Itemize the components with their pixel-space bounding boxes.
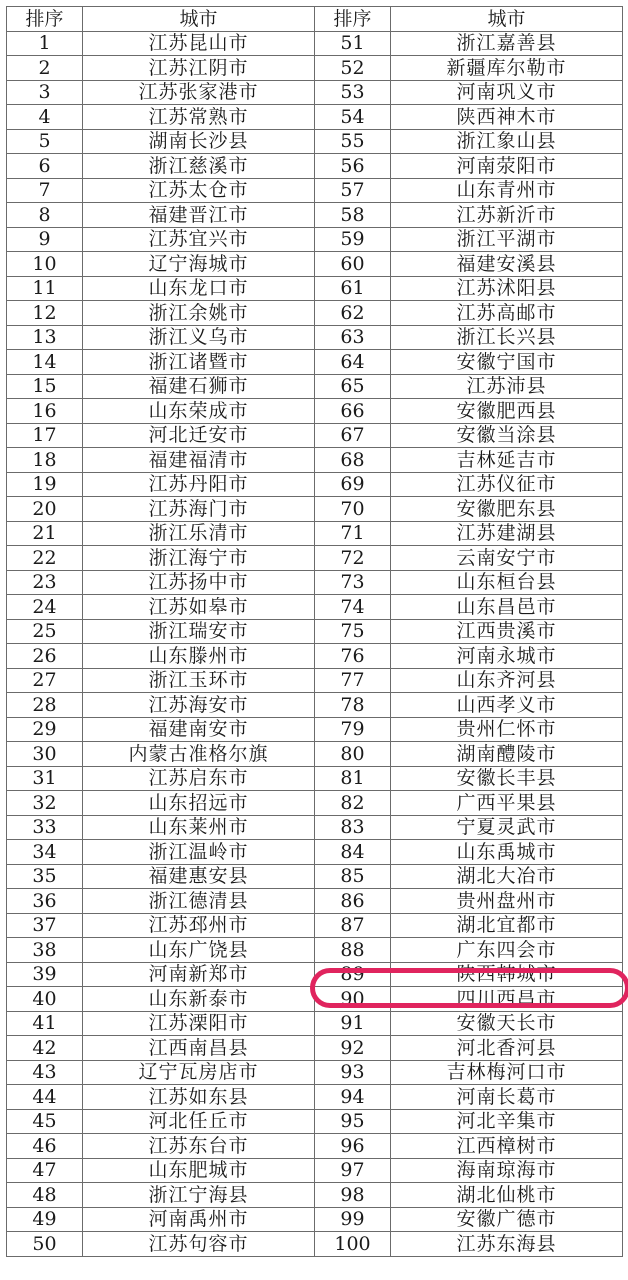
rank-right-cell: 57 [315,178,391,203]
city-left-cell: 山东肥城市 [83,1158,315,1183]
table-row [7,1109,623,1134]
rank-left-cell: 36 [7,889,83,914]
city-left-cell: 江苏海门市 [83,497,315,522]
city-left-cell: 浙江宁海县 [83,1183,315,1208]
city-right-cell: 山东齐河县 [391,668,623,693]
rank-right-cell: 51 [315,31,391,56]
city-left-cell: 河南新郑市 [83,962,315,987]
rank-right-cell: 56 [315,154,391,179]
rank-right-cell: 73 [315,570,391,595]
city-left-cell: 江苏张家港市 [83,80,315,105]
rank-right-cell: 95 [315,1109,391,1134]
city-right-cell: 山西孝义市 [391,693,623,718]
rank-left-cell: 48 [7,1183,83,1208]
city-left-cell: 浙江余姚市 [83,301,315,326]
rank-right-cell: 98 [315,1183,391,1208]
city-right-cell: 江苏沛县 [391,374,623,399]
rank-right-cell: 89 [315,962,391,987]
rank-left-cell: 2 [7,56,83,81]
rank-right-cell: 92 [315,1036,391,1061]
rank-left-cell: 35 [7,864,83,889]
table-row [7,742,623,767]
city-left-cell: 福建惠安县 [83,864,315,889]
table-header-row [7,7,623,32]
city-left-cell: 浙江义乌市 [83,325,315,350]
table-row [7,1232,623,1257]
table-row [7,619,623,644]
table-row [7,105,623,130]
city-right-cell: 安徽长丰县 [391,766,623,791]
city-left-cell: 江苏太仓市 [83,178,315,203]
rank-right-cell: 61 [315,276,391,301]
city-left-cell: 江苏启东市 [83,766,315,791]
rank-right-cell: 67 [315,423,391,448]
rank-left-cell: 44 [7,1085,83,1110]
city-left-cell: 山东滕州市 [83,644,315,669]
rank-left-cell: 32 [7,791,83,816]
rank-left-cell: 30 [7,742,83,767]
rank-left-cell: 43 [7,1060,83,1085]
header-city-right: 城市 [391,7,623,32]
rank-right-cell: 77 [315,668,391,693]
city-right-cell: 山东桓台县 [391,570,623,595]
city-left-cell: 山东广饶县 [83,938,315,963]
rank-right-cell: 82 [315,791,391,816]
city-right-cell: 安徽肥西县 [391,399,623,424]
city-left-cell: 山东莱州市 [83,815,315,840]
table-row [7,1183,623,1208]
table-row [7,203,623,228]
table-row [7,472,623,497]
rank-right-cell: 63 [315,325,391,350]
city-left-cell: 辽宁瓦房店市 [83,1060,315,1085]
rank-right-cell: 62 [315,301,391,326]
rank-right-cell: 85 [315,864,391,889]
table-row [7,987,623,1012]
rank-left-cell: 49 [7,1207,83,1232]
rank-left-cell: 40 [7,987,83,1012]
city-left-cell: 山东新泰市 [83,987,315,1012]
rank-left-cell: 18 [7,448,83,473]
city-left-cell: 江苏昆山市 [83,31,315,56]
rank-left-cell: 19 [7,472,83,497]
rank-right-cell: 88 [315,938,391,963]
city-right-cell: 安徽当涂县 [391,423,623,448]
rank-right-cell: 66 [315,399,391,424]
city-left-cell: 浙江德清县 [83,889,315,914]
table-row [7,1060,623,1085]
header-rank-left: 排序 [7,7,83,32]
city-right-cell: 陕西神木市 [391,105,623,130]
city-left-cell: 江苏如皋市 [83,595,315,620]
city-right-cell: 安徽广德市 [391,1207,623,1232]
table-row [7,546,623,571]
table-row [7,374,623,399]
city-right-cell: 江苏高邮市 [391,301,623,326]
city-right-cell: 湖北仙桃市 [391,1183,623,1208]
rank-left-cell: 11 [7,276,83,301]
rank-right-cell: 81 [315,766,391,791]
rank-left-cell: 5 [7,129,83,154]
rank-left-cell: 41 [7,1011,83,1036]
rank-left-cell: 7 [7,178,83,203]
rank-right-cell: 59 [315,227,391,252]
city-left-cell: 河北迁安市 [83,423,315,448]
table-row [7,1085,623,1110]
table-body [7,31,623,1256]
table-row [7,325,623,350]
rank-left-cell: 9 [7,227,83,252]
city-left-cell: 浙江瑞安市 [83,619,315,644]
table-row [7,889,623,914]
rank-right-cell: 72 [315,546,391,571]
rank-left-cell: 13 [7,325,83,350]
rank-right-cell: 97 [315,1158,391,1183]
table-row [7,227,623,252]
table-row [7,668,623,693]
rank-right-cell: 64 [315,350,391,375]
city-right-cell: 河南永城市 [391,644,623,669]
rank-right-cell: 58 [315,203,391,228]
city-right-cell: 贵州仁怀市 [391,717,623,742]
city-right-cell: 云南安宁市 [391,546,623,571]
rank-right-cell: 93 [315,1060,391,1085]
table-row [7,766,623,791]
city-right-cell: 湖南醴陵市 [391,742,623,767]
rank-left-cell: 15 [7,374,83,399]
rank-left-cell: 29 [7,717,83,742]
table-row [7,962,623,987]
city-left-cell: 河南禹州市 [83,1207,315,1232]
rank-right-cell: 52 [315,56,391,81]
table-row [7,644,623,669]
rank-left-cell: 25 [7,619,83,644]
city-left-cell: 浙江海宁市 [83,546,315,571]
table-row [7,423,623,448]
table-row [7,154,623,179]
rank-right-cell: 71 [315,521,391,546]
rank-right-cell: 96 [315,1134,391,1159]
city-right-cell: 湖北宜都市 [391,913,623,938]
rank-right-cell: 91 [315,1011,391,1036]
rank-left-cell: 17 [7,423,83,448]
city-left-cell: 江苏海安市 [83,693,315,718]
rank-left-cell: 27 [7,668,83,693]
rank-right-cell: 68 [315,448,391,473]
city-left-cell: 辽宁海城市 [83,252,315,277]
rank-right-cell: 100 [315,1232,391,1257]
table-row [7,815,623,840]
rank-right-cell: 84 [315,840,391,865]
city-left-cell: 浙江慈溪市 [83,154,315,179]
city-right-cell: 山东青州市 [391,178,623,203]
city-right-cell: 浙江嘉善县 [391,31,623,56]
rank-right-cell: 75 [315,619,391,644]
city-left-cell: 江苏江阴市 [83,56,315,81]
table-row [7,1011,623,1036]
rank-left-cell: 12 [7,301,83,326]
rank-left-cell: 1 [7,31,83,56]
city-right-cell: 新疆库尔勒市 [391,56,623,81]
rank-left-cell: 3 [7,80,83,105]
ranking-table [6,6,623,1257]
city-right-cell: 江苏东海县 [391,1232,623,1257]
city-right-cell: 广西平果县 [391,791,623,816]
rank-left-cell: 22 [7,546,83,571]
city-right-cell: 浙江平湖市 [391,227,623,252]
table-row [7,791,623,816]
city-right-cell: 吉林梅河口市 [391,1060,623,1085]
rank-right-cell: 87 [315,913,391,938]
rank-left-cell: 6 [7,154,83,179]
city-right-cell: 安徽肥东县 [391,497,623,522]
rank-left-cell: 34 [7,840,83,865]
table-row [7,717,623,742]
city-left-cell: 湖南长沙县 [83,129,315,154]
rank-left-cell: 38 [7,938,83,963]
city-right-cell: 江苏建湖县 [391,521,623,546]
city-right-cell: 江苏仪征市 [391,472,623,497]
rank-right-cell: 90 [315,987,391,1012]
city-left-cell: 浙江玉环市 [83,668,315,693]
table-row [7,276,623,301]
city-left-cell: 江苏句容市 [83,1232,315,1257]
city-left-cell: 福建晋江市 [83,203,315,228]
city-right-cell: 陕西韩城市 [391,962,623,987]
table-row [7,521,623,546]
rank-left-cell: 26 [7,644,83,669]
header-city-left: 城市 [83,7,315,32]
table-row [7,840,623,865]
city-left-cell: 内蒙古准格尔旗 [83,742,315,767]
table-row [7,80,623,105]
rank-left-cell: 42 [7,1036,83,1061]
city-right-cell: 河南巩义市 [391,80,623,105]
city-left-cell: 浙江诸暨市 [83,350,315,375]
rank-right-cell: 69 [315,472,391,497]
table-row [7,1036,623,1061]
city-left-cell: 福建石狮市 [83,374,315,399]
header-rank-right: 排序 [315,7,391,32]
city-right-cell: 吉林延吉市 [391,448,623,473]
city-left-cell: 河北任丘市 [83,1109,315,1134]
rank-left-cell: 16 [7,399,83,424]
table-row [7,252,623,277]
city-left-cell: 山东荣成市 [83,399,315,424]
city-right-cell: 广东四会市 [391,938,623,963]
table-row [7,693,623,718]
rank-left-cell: 8 [7,203,83,228]
table-row [7,129,623,154]
city-right-cell: 浙江象山县 [391,129,623,154]
city-right-cell: 河南长葛市 [391,1085,623,1110]
city-left-cell: 山东招远市 [83,791,315,816]
rank-right-cell: 76 [315,644,391,669]
city-right-cell: 河北香河县 [391,1036,623,1061]
city-right-cell: 贵州盘州市 [391,889,623,914]
city-right-cell: 山东昌邑市 [391,595,623,620]
rank-right-cell: 99 [315,1207,391,1232]
rank-left-cell: 24 [7,595,83,620]
ranking-document [6,6,622,1276]
city-right-cell: 江西贵溪市 [391,619,623,644]
rank-right-cell: 86 [315,889,391,914]
table-row [7,595,623,620]
rank-right-cell: 60 [315,252,391,277]
city-left-cell: 福建南安市 [83,717,315,742]
rank-left-cell: 23 [7,570,83,595]
city-left-cell: 浙江温岭市 [83,840,315,865]
city-right-cell: 山东禹城市 [391,840,623,865]
city-left-cell: 江苏常熟市 [83,105,315,130]
city-left-cell: 浙江乐清市 [83,521,315,546]
city-right-cell: 湖北大冶市 [391,864,623,889]
table-row [7,864,623,889]
city-right-cell: 江苏新沂市 [391,203,623,228]
rank-left-cell: 47 [7,1158,83,1183]
rank-right-cell: 55 [315,129,391,154]
rank-left-cell: 50 [7,1232,83,1257]
city-left-cell: 江西南昌县 [83,1036,315,1061]
rank-left-cell: 28 [7,693,83,718]
city-left-cell: 江苏丹阳市 [83,472,315,497]
table-row [7,350,623,375]
rank-left-cell: 33 [7,815,83,840]
table-row [7,1207,623,1232]
city-right-cell: 宁夏灵武市 [391,815,623,840]
table-row [7,938,623,963]
city-left-cell: 江苏邳州市 [83,913,315,938]
city-left-cell: 江苏溧阳市 [83,1011,315,1036]
table-row [7,497,623,522]
table-row [7,301,623,326]
city-left-cell: 福建福清市 [83,448,315,473]
rank-right-cell: 80 [315,742,391,767]
rank-right-cell: 78 [315,693,391,718]
rank-right-cell: 53 [315,80,391,105]
city-left-cell: 江苏东台市 [83,1134,315,1159]
rank-right-cell: 70 [315,497,391,522]
city-right-cell: 浙江长兴县 [391,325,623,350]
city-right-cell: 安徽天长市 [391,1011,623,1036]
city-right-cell: 江西樟树市 [391,1134,623,1159]
rank-left-cell: 10 [7,252,83,277]
table-row [7,913,623,938]
rank-left-cell: 14 [7,350,83,375]
table-row [7,570,623,595]
rank-left-cell: 37 [7,913,83,938]
rank-right-cell: 54 [315,105,391,130]
rank-right-cell: 74 [315,595,391,620]
city-left-cell: 江苏扬中市 [83,570,315,595]
city-right-cell: 福建安溪县 [391,252,623,277]
rank-right-cell: 83 [315,815,391,840]
rank-left-cell: 21 [7,521,83,546]
rank-right-cell: 65 [315,374,391,399]
rank-left-cell: 39 [7,962,83,987]
city-right-cell: 江苏沭阳县 [391,276,623,301]
table-row [7,56,623,81]
city-left-cell: 山东龙口市 [83,276,315,301]
table-row [7,399,623,424]
city-right-cell: 安徽宁国市 [391,350,623,375]
table-row [7,1158,623,1183]
table-row [7,448,623,473]
rank-left-cell: 4 [7,105,83,130]
rank-right-cell: 94 [315,1085,391,1110]
rank-left-cell: 46 [7,1134,83,1159]
city-left-cell: 江苏宜兴市 [83,227,315,252]
table-row [7,1134,623,1159]
city-right-cell: 河南荥阳市 [391,154,623,179]
rank-right-cell: 79 [315,717,391,742]
city-right-cell: 四川西昌市 [391,987,623,1012]
table-row [7,31,623,56]
table-row [7,178,623,203]
city-right-cell: 海南琼海市 [391,1158,623,1183]
rank-left-cell: 45 [7,1109,83,1134]
city-right-cell: 河北辛集市 [391,1109,623,1134]
city-left-cell: 江苏如东县 [83,1085,315,1110]
rank-left-cell: 20 [7,497,83,522]
rank-left-cell: 31 [7,766,83,791]
